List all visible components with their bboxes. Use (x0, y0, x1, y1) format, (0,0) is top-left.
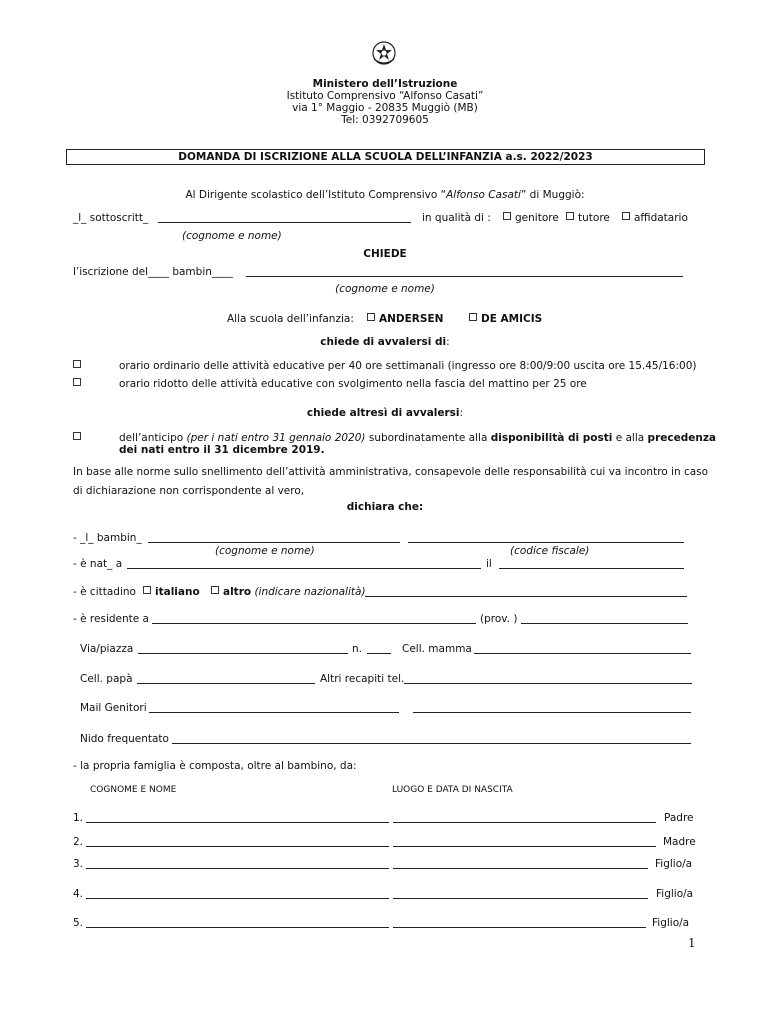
prov-label: (prov. ) (480, 613, 518, 625)
checkbox-icon (73, 378, 81, 386)
via-input[interactable] (138, 653, 348, 654)
orario-ridotto-option[interactable] (73, 378, 85, 390)
cittadino-italiano-option[interactable]: italiano (143, 586, 200, 598)
cell-papa-input[interactable] (137, 683, 315, 684)
page-number: 1 (688, 936, 696, 950)
ministry-name: Ministero dell’Istruzione (312, 78, 458, 90)
checkbox-icon (73, 360, 81, 368)
codice-fiscale-input[interactable] (408, 542, 684, 543)
scuola-option-andersen[interactable]: ANDERSEN (367, 313, 443, 325)
avvalersi-heading: chiede di avvalersi di: (320, 336, 450, 348)
role-option-affidatario[interactable]: affidatario (622, 212, 688, 224)
altresi-heading: chiede altresì di avvalersi: (306, 407, 464, 419)
luogo-nascita-input[interactable] (127, 568, 481, 569)
row-role: Figlio/a (652, 917, 690, 929)
republic-emblem (371, 40, 397, 69)
anticipo-label-cont: dei nati entro il 31 dicembre 2019. (119, 444, 325, 456)
iscrizione-label: l’iscrizione del____ bambin____ (73, 266, 233, 278)
row-role: Figlio/a (655, 858, 693, 870)
mail-input-2[interactable] (413, 712, 691, 713)
cell-papa-label: Cell. papà (80, 673, 133, 685)
famiglia-nascita-input[interactable] (393, 868, 648, 869)
row-role: Madre (663, 836, 696, 848)
row-number: 3. (73, 858, 84, 870)
role-option-genitore[interactable]: genitore (503, 212, 559, 224)
cittadino-label: - è cittadino (73, 586, 136, 598)
nido-input[interactable] (172, 743, 691, 744)
cell-mamma-label: Cell. mamma (402, 643, 472, 655)
sottoscritto-label: _l_ sottoscritt_ (73, 212, 149, 224)
nato-label: - è nat_ a (73, 558, 123, 570)
chiede-heading: CHIEDE (363, 248, 407, 260)
institute-address: via 1° Maggio - 20835 Muggiò (MB) (292, 102, 478, 114)
codice-fiscale-hint: (codice fiscale) (510, 545, 590, 557)
scuola-label: Alla scuola dell’infanzia: (227, 313, 354, 325)
scuola-option-de-amicis[interactable]: DE AMICIS (469, 313, 542, 325)
checkbox-icon (622, 212, 630, 220)
famiglia-nascita-input[interactable] (393, 898, 648, 899)
residente-label: - è residente a (73, 613, 149, 625)
role-option-tutore[interactable]: tutore (566, 212, 610, 224)
famiglia-nome-input[interactable] (86, 846, 389, 847)
form-title: DOMANDA DI ISCRIZIONE ALLA SCUOLA DELL’INFANZIA a.s. 2022/2023 (66, 149, 705, 165)
numero-label: n. (352, 643, 362, 655)
checkbox-icon (211, 586, 219, 594)
altri-recapiti-input[interactable] (404, 683, 692, 684)
checkbox-icon (503, 212, 511, 220)
prov-input[interactable] (521, 623, 688, 624)
orario-ordinario-label: orario ordinario delle attività educative per 40 ore settimanali (ingresso ore 8:00/9:00 uscita ore 15.45/16:00) (119, 360, 697, 372)
bambino-name-field[interactable] (246, 276, 683, 277)
checkbox-icon (469, 313, 477, 321)
famiglia-nascita-input[interactable] (393, 822, 656, 823)
il-label: il (486, 558, 492, 570)
numero-input[interactable] (367, 653, 391, 654)
orario-ordinario-option[interactable] (73, 360, 85, 372)
sottoscritto-hint: (cognome e nome) (182, 230, 282, 242)
nido-label: Nido frequentato (80, 733, 169, 745)
role-label: in qualità di : (422, 212, 491, 224)
orario-ridotto-label: orario ridotto delle attività educative con svolgimento nella fascia del mattino per 25 ore (119, 378, 587, 390)
via-label: Via/piazza (80, 643, 134, 655)
altri-recapiti-label: Altri recapiti tel. (320, 673, 405, 685)
checkbox-icon (566, 212, 574, 220)
famiglia-intro: - la propria famiglia è composta, oltre al bambino, da: (73, 760, 357, 772)
mail-label: Mail Genitori (80, 702, 147, 714)
mail-input-1[interactable] (149, 712, 399, 713)
famiglia-nome-input[interactable] (86, 868, 389, 869)
bambino-label: - _l_ bambin_ (73, 532, 142, 544)
famiglia-nome-input[interactable] (86, 927, 389, 928)
row-role: Padre (664, 812, 694, 824)
row-number: 5. (73, 917, 84, 929)
row-number: 2. (73, 836, 84, 848)
bambino-name-input[interactable] (148, 542, 400, 543)
famiglia-col-nome: COGNOME E NOME (90, 785, 177, 795)
data-nascita-input[interactable] (499, 568, 684, 569)
bambino-name-hint: (cognome e nome) (215, 545, 315, 557)
cittadino-altro-option[interactable]: altro (indicare nazionalità) (211, 586, 366, 598)
famiglia-nome-input[interactable] (86, 898, 389, 899)
anticipo-label: dell’anticipo (per i nati entro 31 gennaio 2020) subordinatamente alla disponibilità di posti e alla precedenza (119, 432, 717, 444)
famiglia-nascita-input[interactable] (393, 846, 656, 847)
famiglia-col-nascita: LUOGO E DATA DI NASCITA (392, 785, 513, 795)
norme-line-2: di dichiarazione non corrispondente al vero, (73, 485, 305, 497)
iscrizione-hint: (cognome e nome) (335, 283, 435, 295)
norme-line-1: In base alle norme sullo snellimento dell’attività amministrativa, consapevole delle responsabilità cui va incontro in caso (73, 466, 709, 478)
checkbox-icon (367, 313, 375, 321)
row-role: Figlio/a (656, 888, 694, 900)
famiglia-nascita-input[interactable] (393, 927, 646, 928)
institute-tel: Tel: 0392709605 (341, 114, 429, 126)
institute-name: Istituto Comprensivo “Alfonso Casati” (286, 90, 484, 102)
anticipo-option[interactable] (73, 432, 85, 444)
row-number: 4. (73, 888, 84, 900)
residenza-input[interactable] (152, 623, 476, 624)
cell-mamma-input[interactable] (474, 653, 691, 654)
famiglia-nome-input[interactable] (86, 822, 389, 823)
nazionalita-input[interactable] (365, 596, 687, 597)
dichiara-heading: dichiara che: (346, 501, 424, 513)
row-number: 1. (73, 812, 84, 824)
sottoscritto-name-field[interactable] (158, 222, 411, 223)
addressee: Al Dirigente scolastico dell’Istituto Comprensivo “Alfonso Casati” di Muggiò: (185, 189, 585, 201)
checkbox-icon (143, 586, 151, 594)
checkbox-icon (73, 432, 81, 440)
